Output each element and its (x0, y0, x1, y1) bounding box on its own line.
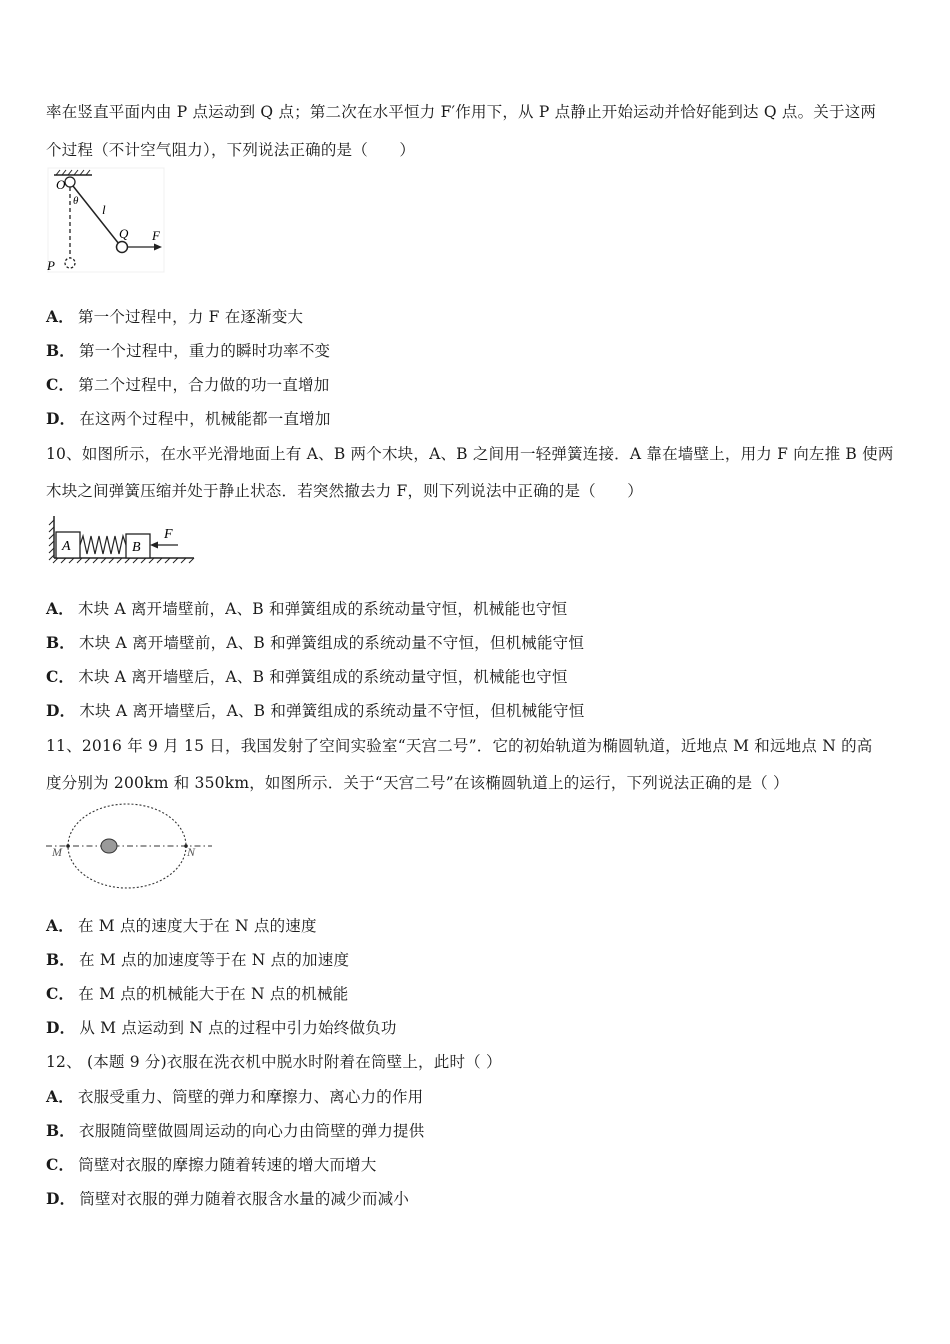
q10-stem-line2: 木块之间弹簧压缩并处于静止状态．若突然撤去力 F，则下列说法中正确的是（ ） (46, 482, 643, 500)
q9-option-c (46, 375, 329, 395)
q10-option-b-letter: B． (46, 633, 76, 652)
q9-option-b-letter: B． (46, 341, 76, 360)
q12-option-d (46, 1189, 409, 1209)
q10-option-d (46, 701, 584, 721)
q10-option-c-text: 木块 A 离开墙壁后，A、B 和弹簧组成的系统动量守恒，机械能也守恒 (78, 668, 568, 686)
q9-stem-line2: 个过程（不计空气阻力），下列说法正确的是（ ） (46, 141, 416, 159)
q11-option-c-letter: C． (46, 984, 75, 1003)
q9-pendulum-figure (46, 166, 166, 274)
q9-option-b (46, 341, 330, 361)
q11-option-d (46, 1018, 397, 1038)
q9-option-d-text: 在这两个过程中，机械能都一直增加 (79, 410, 331, 428)
q12-option-a-text: 衣服受重力、筒壁的弹力和摩擦力、离心力的作用 (77, 1088, 424, 1106)
q10-option-d-letter: D． (46, 701, 76, 720)
q10-stem-line1: 10、如图所示，在水平光滑地面上有 A、B 两个木块，A、B 之间用一轻弹簧连接．A 靠在墙壁上，用力 F 向左推 B 使两 (46, 445, 894, 463)
q10-spring-figure (46, 512, 198, 564)
q11-stem-line2: 度分别为 200km 和 350km，如图所示．关于“天宫二号”在该椭圆轨道上的运行，下列说法正确的是（ ） (46, 774, 789, 792)
q11-label-n: N (187, 845, 196, 859)
q10-option-b (46, 633, 584, 653)
q9-stem-line1: 率在竖直平面内由 P 点运动到 Q 点；第二次在水平恒力 F′作用下，从 P 点静止开始运动并恰好能到达 Q 点。关于这两 (46, 103, 877, 121)
q11-orbit-figure (44, 800, 214, 892)
q11-option-b (46, 950, 349, 970)
q11-option-c-text: 在 M 点的机械能大于在 N 点的机械能 (78, 985, 349, 1003)
q9-option-a-letter: A． (46, 307, 74, 326)
q9-label-l: l (102, 202, 106, 217)
q9-label-f: F (152, 228, 160, 243)
q10-label-f: F (164, 527, 173, 542)
q12-option-c (46, 1155, 377, 1175)
q12-option-b-text: 衣服随筒壁做圆周运动的向心力由筒壁的弹力提供 (79, 1122, 425, 1140)
q10-option-a (46, 599, 567, 619)
q9-option-d-letter: D． (46, 409, 76, 428)
q11-label-m: M (52, 845, 62, 859)
q10-option-d-text: 木块 A 离开墙壁后，A、B 和弹簧组成的系统动量不守恒，但机械能守恒 (79, 702, 585, 720)
q9-option-d (46, 409, 331, 429)
q11-option-a (46, 916, 317, 936)
q9-option-a (46, 307, 303, 327)
q11-option-b-letter: B． (46, 950, 76, 969)
q12-option-c-text: 筒壁对衣服的摩擦力随着转速的增大而增大 (78, 1156, 377, 1174)
q11-option-a-text: 在 M 点的速度大于在 N 点的速度 (77, 917, 317, 935)
q10-label-a: A (62, 539, 71, 554)
q9-label-q: Q (119, 226, 129, 241)
q12-option-a-letter: A． (46, 1087, 74, 1106)
q12-option-d-text: 筒壁对衣服的弹力随着衣服含水量的减少而减小 (79, 1190, 410, 1208)
q9-option-c-text: 第二个过程中，合力做的功一直增加 (78, 376, 330, 394)
q10-option-a-letter: A． (46, 599, 74, 618)
q10-option-c (46, 667, 568, 687)
q12-option-b-letter: B． (46, 1121, 76, 1140)
q11-option-d-letter: D． (46, 1018, 76, 1037)
q12-option-b (46, 1121, 424, 1141)
q9-option-b-text: 第一个过程中，重力的瞬时功率不变 (79, 342, 331, 360)
q12-option-a (46, 1087, 423, 1107)
q11-option-a-letter: A． (46, 916, 74, 935)
q9-label-theta: θ (73, 195, 79, 207)
q9-label-p: P (47, 258, 55, 273)
q11-stem-line1: 11、2016 年 9 月 15 日，我国发射了空间实验室“天宫二号”．它的初始轨道为椭圆轨道，近地点 M 和远地点 N 的高 (46, 737, 873, 755)
q10-option-c-letter: C． (46, 667, 75, 686)
q10-option-a-text: 木块 A 离开墙壁前，A、B 和弹簧组成的系统动量守恒，机械能也守恒 (77, 600, 568, 618)
q10-label-b: B (132, 540, 141, 555)
q12-option-d-letter: D． (46, 1189, 76, 1208)
q10-option-b-text: 木块 A 离开墙壁前，A、B 和弹簧组成的系统动量不守恒，但机械能守恒 (79, 634, 585, 652)
q11-option-d-text: 从 M 点运动到 N 点的过程中引力始终做负功 (79, 1019, 397, 1037)
q11-option-b-text: 在 M 点的加速度等于在 N 点的加速度 (79, 951, 350, 969)
q9-option-c-letter: C． (46, 375, 75, 394)
q11-option-c (46, 984, 348, 1004)
q9-label-o: O (56, 177, 66, 192)
q12-stem-line1: 12、 (本题 9 分)衣服在洗衣机中脱水时附着在筒壁上，此时（ ） (46, 1053, 502, 1071)
q9-option-a-text: 第一个过程中，力 F 在逐渐变大 (77, 308, 304, 326)
q12-option-c-letter: C． (46, 1155, 75, 1174)
